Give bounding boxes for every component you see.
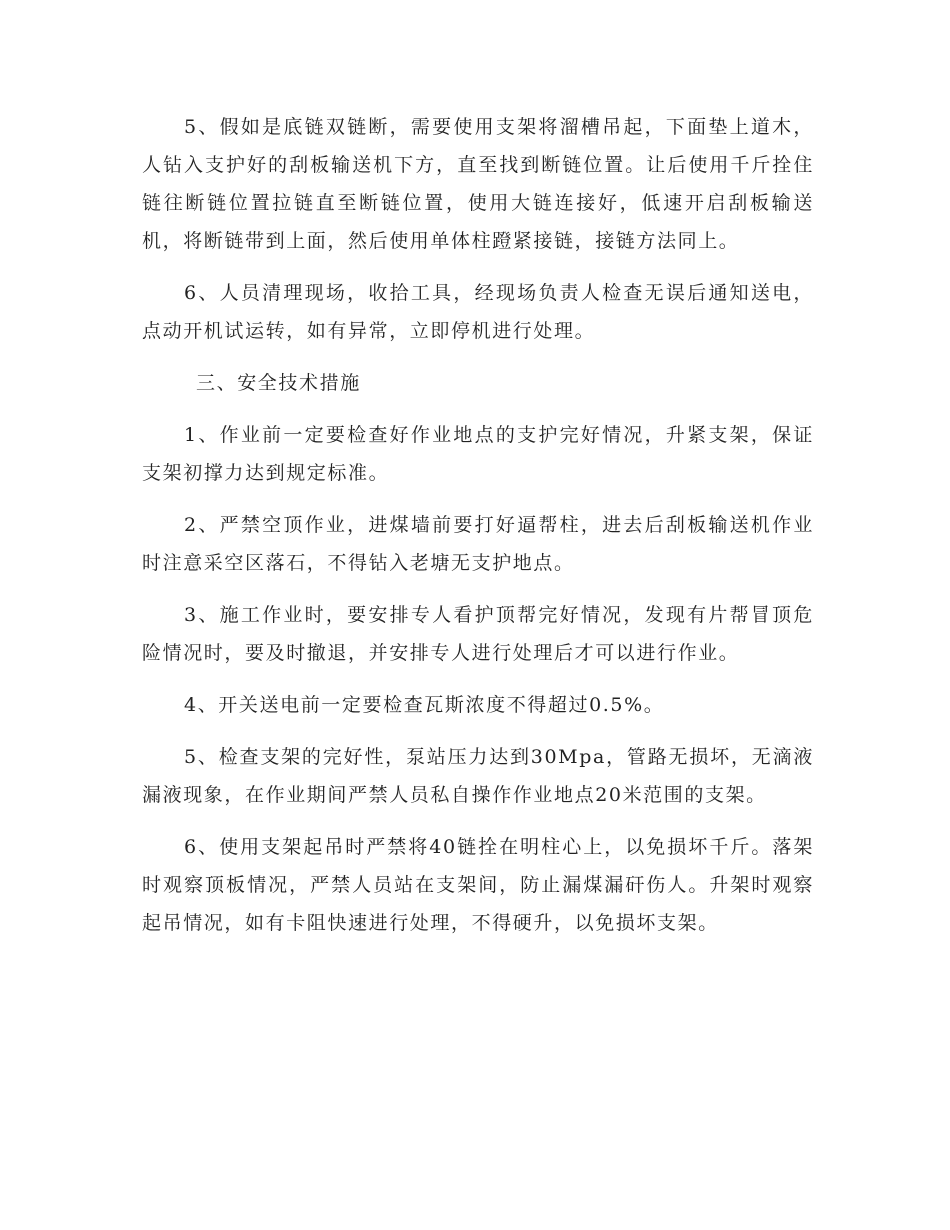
paragraph-safety-3: 3、施工作业时，要安排专人看护顶帮完好情况，发现有片帮冒顶危险情况时，要及时撤退，并安排专人进行处理后才可以进行作业。 bbox=[142, 604, 814, 664]
paragraph-safety-1: 1、作业前一定要检查好作业地点的支护完好情况，升紧支架，保证支架初撑力达到规定标准。 bbox=[142, 424, 814, 484]
paragraph-safety-5: 5、检查支架的完好性，泵站压力达到30Mpa，管路无损坏，无滴液漏液现象，在作业期间严禁人员私自操作作业地点20米范围的支架。 bbox=[142, 746, 814, 806]
document-body bbox=[142, 108, 814, 956]
paragraph-step-6: 6、人员清理现场，收拾工具，经现场负责人检查无误后通知送电，点动开机试运转，如有异常，立即停机进行处理。 bbox=[142, 282, 814, 342]
paragraph-safety-4: 4、开关送电前一定要检查瓦斯浓度不得超过0.5%。 bbox=[184, 694, 665, 716]
section-heading-safety-measures: 三、安全技术措施 bbox=[196, 372, 361, 394]
paragraph-safety-2: 2、严禁空顶作业，进煤墙前要打好逼帮柱，进去后刮板输送机作业时注意采空区落石，不得钻入老塘无支护地点。 bbox=[142, 514, 814, 574]
paragraph-safety-6: 6、使用支架起吊时严禁将40链拴在明柱心上，以免损坏千斤。落架时观察顶板情况，严禁人员站在支架间，防止漏煤漏矸伤人。升架时观察起吊情况，如有卡阻快速进行处理，不得硬升，以免损坏支架。 bbox=[142, 836, 814, 934]
paragraph-step-5: 5、假如是底链双链断，需要使用支架将溜槽吊起，下面垫上道木，人钻入支护好的刮板输送机下方，直至找到断链位置。让后使用千斤拴住链往断链位置拉链直至断链位置，使用大链连接好，低速开启刮板输送机，将断链带到上面，然后使用单体柱蹬紧接链，接链方法同上。 bbox=[142, 116, 814, 252]
